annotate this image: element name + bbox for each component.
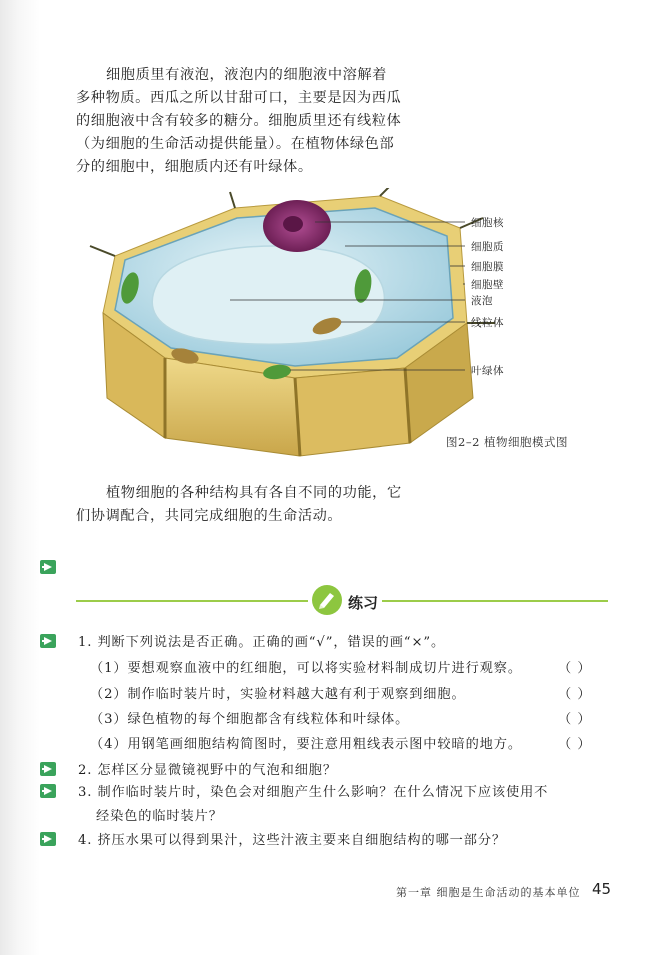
summary-line: 们协调配合，共同完成细胞的生命活动。: [76, 508, 343, 524]
page-number: 45: [592, 880, 612, 898]
question-1-item: （4）用钢笔画细胞结构简图时，要注意用粗线表示图中较暗的地方。: [90, 737, 522, 752]
intro-line: （为细胞的生命活动提供能量）。在植物体绿色部: [76, 136, 395, 152]
summary-line: 植物细胞的各种结构具有各自不同的功能，它: [106, 485, 402, 501]
arrow-icon: [40, 832, 56, 846]
figure-caption: 图2–2 植物细胞模式图: [446, 435, 569, 449]
question-1-item: （2）制作临时装片时，实验材料越大越有利于观察到细胞。: [90, 687, 466, 702]
label-cell-membrane: 细胞膜: [471, 261, 504, 273]
intro-line: 多种物质。西瓜之所以甘甜可口，主要是因为西瓜: [76, 90, 402, 106]
label-vacuole: 液泡: [471, 295, 493, 307]
divider-left: [76, 600, 308, 602]
intro-line: 分的细胞中，细胞质内还有叶绿体。: [76, 159, 313, 175]
plant-cell-illustration: [85, 188, 605, 458]
exercise-title: 练习: [348, 594, 379, 612]
question-4: 4. 挤压水果可以得到果汁，这些汁液主要来自细胞结构的哪一部分？: [78, 833, 507, 848]
question-1-item: （3）绿色植物的每个细胞都含有线粒体和叶绿体。: [90, 712, 410, 727]
intro-line: 细胞质里有液泡，液泡内的细胞液中溶解着: [106, 67, 387, 83]
arrow-icon: [40, 762, 56, 776]
intro-paragraph: [76, 64, 596, 179]
answer-blank: （ ）: [558, 687, 592, 702]
chapter-footer: 第一章 细胞是生命活动的基本单位: [396, 886, 581, 899]
answer-blank: （ ）: [558, 737, 592, 752]
question-1-item: （1）要想观察血液中的红细胞，可以将实验材料制成切片进行观察。: [90, 661, 522, 676]
intro-line: 的细胞液中含有较多的糖分。细胞质里还有线粒体: [76, 113, 402, 129]
arrow-icon: [40, 784, 56, 798]
label-chloroplast: 叶绿体: [471, 365, 504, 377]
answer-blank: （ ）: [558, 712, 592, 727]
answer-blank: （ ）: [558, 661, 592, 676]
question-2: 2. 怎样区分显微镜视野中的气泡和细胞？: [78, 763, 337, 778]
label-nucleus: 细胞核: [471, 217, 504, 229]
label-cell-wall: 细胞壁: [471, 279, 504, 291]
label-cytoplasm: 细胞质: [471, 241, 504, 253]
summary-paragraph: [76, 482, 596, 528]
exercise-badge-icon: [312, 585, 342, 615]
plant-cell-figure: [85, 188, 605, 458]
question-3-line: 经染色的临时装片？: [96, 809, 223, 824]
question-3-line: 3. 制作临时装片时，染色会对细胞产生什么影响？在什么情况下应该使用不: [78, 785, 549, 800]
label-mitochondria: 线粒体: [471, 317, 504, 329]
pencil-icon: [312, 585, 342, 615]
question-1-stem: 1. 判断下列说法是否正确。正确的画“√”，错误的画“×”。: [78, 635, 446, 650]
arrow-icon: [40, 634, 56, 648]
arrow-icon: [40, 560, 56, 574]
divider-right: [382, 600, 608, 602]
